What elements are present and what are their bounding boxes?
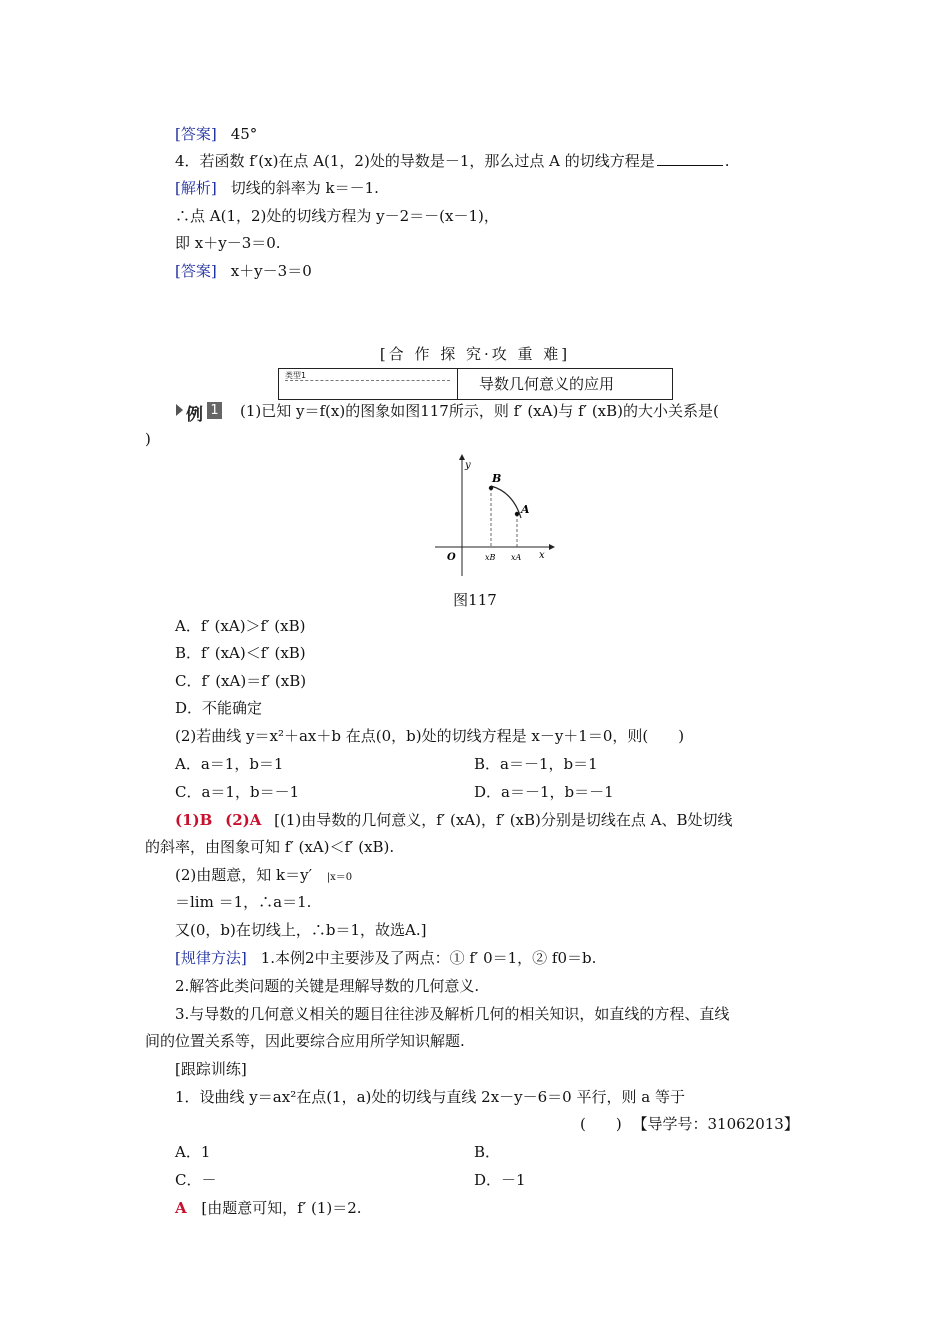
method-line-2: 2.解答此类问题的关键是理解导数的几何意义.: [175, 977, 480, 995]
type-separator: [457, 369, 458, 399]
followup-question-1-ref: [580, 1114, 799, 1134]
followup-solution-text: [由题意可知，f′ (1)＝2.: [201, 1199, 362, 1217]
answer-blank: [657, 153, 723, 166]
point-b-label: B: [492, 472, 502, 485]
followup-option-b: B．: [474, 1143, 501, 1161]
followup-option-a: A．1: [175, 1143, 211, 1161]
x-axis-arrow-icon: [549, 544, 555, 550]
x-axis-label: x: [539, 550, 545, 561]
example-badge: [176, 400, 224, 425]
answer-line-2: [175, 261, 312, 281]
question-4-text: 4．若函数 f′(x)在点 A(1，2)处的导数是－1，那么过点 A 的切线方程是: [175, 152, 655, 170]
section-title: [合 作 探 究·攻 重 难]: [379, 345, 571, 363]
analysis-line: [175, 178, 379, 198]
example-question-1-line-1: (1)已知 y＝f(x)的图象如图117所示，则 f′ (xA)与 f′ (xB)的大小关系是(: [240, 402, 719, 420]
figure-caption: 图117: [453, 591, 497, 609]
followup-option-d: D．－1: [474, 1171, 526, 1189]
solution-line-1: [175, 810, 733, 830]
analysis-text: 切线的斜率为 k＝－1.: [230, 179, 379, 197]
method-tag: [规律方法]: [175, 949, 247, 967]
analysis-tag: [解析]: [175, 179, 217, 197]
tick-label-xa: xA: [511, 553, 522, 562]
followup-question-1: 1．设曲线 y＝ax²在点(1，a)处的切线与直线 2x－y－6＝0 平行，则 a 等于: [175, 1088, 685, 1106]
example-word: 例: [186, 405, 203, 425]
option-1d: D．不能确定: [175, 699, 263, 717]
example-question-2: (2)若曲线 y＝x²＋ax＋b 在点(0，b)处的切线方程是 x－y＋1＝0，则( ): [175, 727, 685, 745]
solution-text-3-sub: |x＝0: [326, 872, 353, 883]
answer-text: 45°: [230, 125, 258, 143]
followup-solution-answer: A: [175, 1199, 187, 1217]
option-1c: C．f′ (xA)＝f′ (xB): [175, 672, 307, 690]
solution-answer-1: (1)B: [175, 811, 213, 829]
method-line-3: 3.与导数的几何意义相关的题目往往涉及解析几何的相关知识，如直线的方程、直线: [175, 1005, 730, 1023]
method-line-4: 间的位置关系等，因此要综合应用所学知识解题.: [145, 1032, 465, 1050]
method-line-1: [175, 948, 596, 968]
type-label: 类型1: [285, 371, 307, 380]
example-number: 1: [207, 402, 222, 419]
followup-option-c: C．－: [175, 1171, 217, 1189]
point-b-dot: [489, 486, 493, 490]
type-box: [278, 368, 673, 400]
solution-text-3: (2)由题意，知 k＝y′: [175, 866, 312, 884]
ie-line: 即 x＋y－3＝0.: [175, 234, 281, 252]
point-a-dot: [515, 512, 519, 516]
answer-tag-2: [答案]: [175, 262, 217, 280]
therefore-line: ∴点 A(1，2)处的切线方程为 y－2＝－(x－1)，: [175, 207, 499, 225]
option-1a: A．f′ (xA)＞f′ (xB): [175, 617, 306, 635]
type-divider: [285, 380, 450, 381]
answer-tag: [答案]: [175, 125, 217, 143]
solution-line-3: [175, 865, 352, 888]
answer-paren: ( ): [580, 1115, 622, 1133]
answer-text-2: x＋y－3＝0: [230, 262, 312, 280]
guide-number: 【导学号：31062013】: [632, 1115, 799, 1133]
answer-line-1: [175, 124, 257, 144]
solution-line-4: ＝lim ＝1，∴a＝1.: [175, 893, 312, 911]
triangle-icon: [176, 404, 183, 416]
example-question-1-line-2: ): [145, 430, 151, 448]
method-text-1: 1.本例2中主要涉及了两点：① f′ 0＝1，② f0＝b.: [260, 949, 597, 967]
y-axis-label: y: [465, 460, 471, 471]
option-1b: B．f′ (xA)＜f′ (xB): [175, 644, 306, 662]
option-2c: C．a＝1，b＝－1: [175, 783, 300, 801]
point-a-label: A: [521, 503, 530, 516]
option-2d: D．a＝－1，b＝－1: [474, 783, 614, 801]
solution-answer-2: (2)A: [225, 811, 262, 829]
solution-line-5: 又(0，b)在切线上，∴b＝1，故选A.]: [175, 921, 427, 939]
option-2a: A．a＝1，b＝1: [175, 755, 284, 773]
question-4-period: .: [724, 152, 730, 170]
solution-line-2: 的斜率，由图象可知 f′ (xA)＜f′ (xB).: [145, 838, 395, 856]
tick-label-xb: xB: [485, 553, 496, 562]
origin-label: O: [447, 552, 456, 563]
option-2b: B．a＝－1，b＝1: [474, 755, 598, 773]
question-4: [175, 151, 730, 171]
solution-text-1: [(1)由导数的几何意义，f′ (xA)，f′ (xB)分别是切线在点 A、B处切线: [274, 811, 733, 829]
function-graph-figure: [425, 452, 555, 580]
type-title: 导数几何意义的应用: [479, 375, 615, 393]
followup-header: [跟踪训练]: [175, 1060, 247, 1078]
followup-solution: [175, 1198, 362, 1218]
